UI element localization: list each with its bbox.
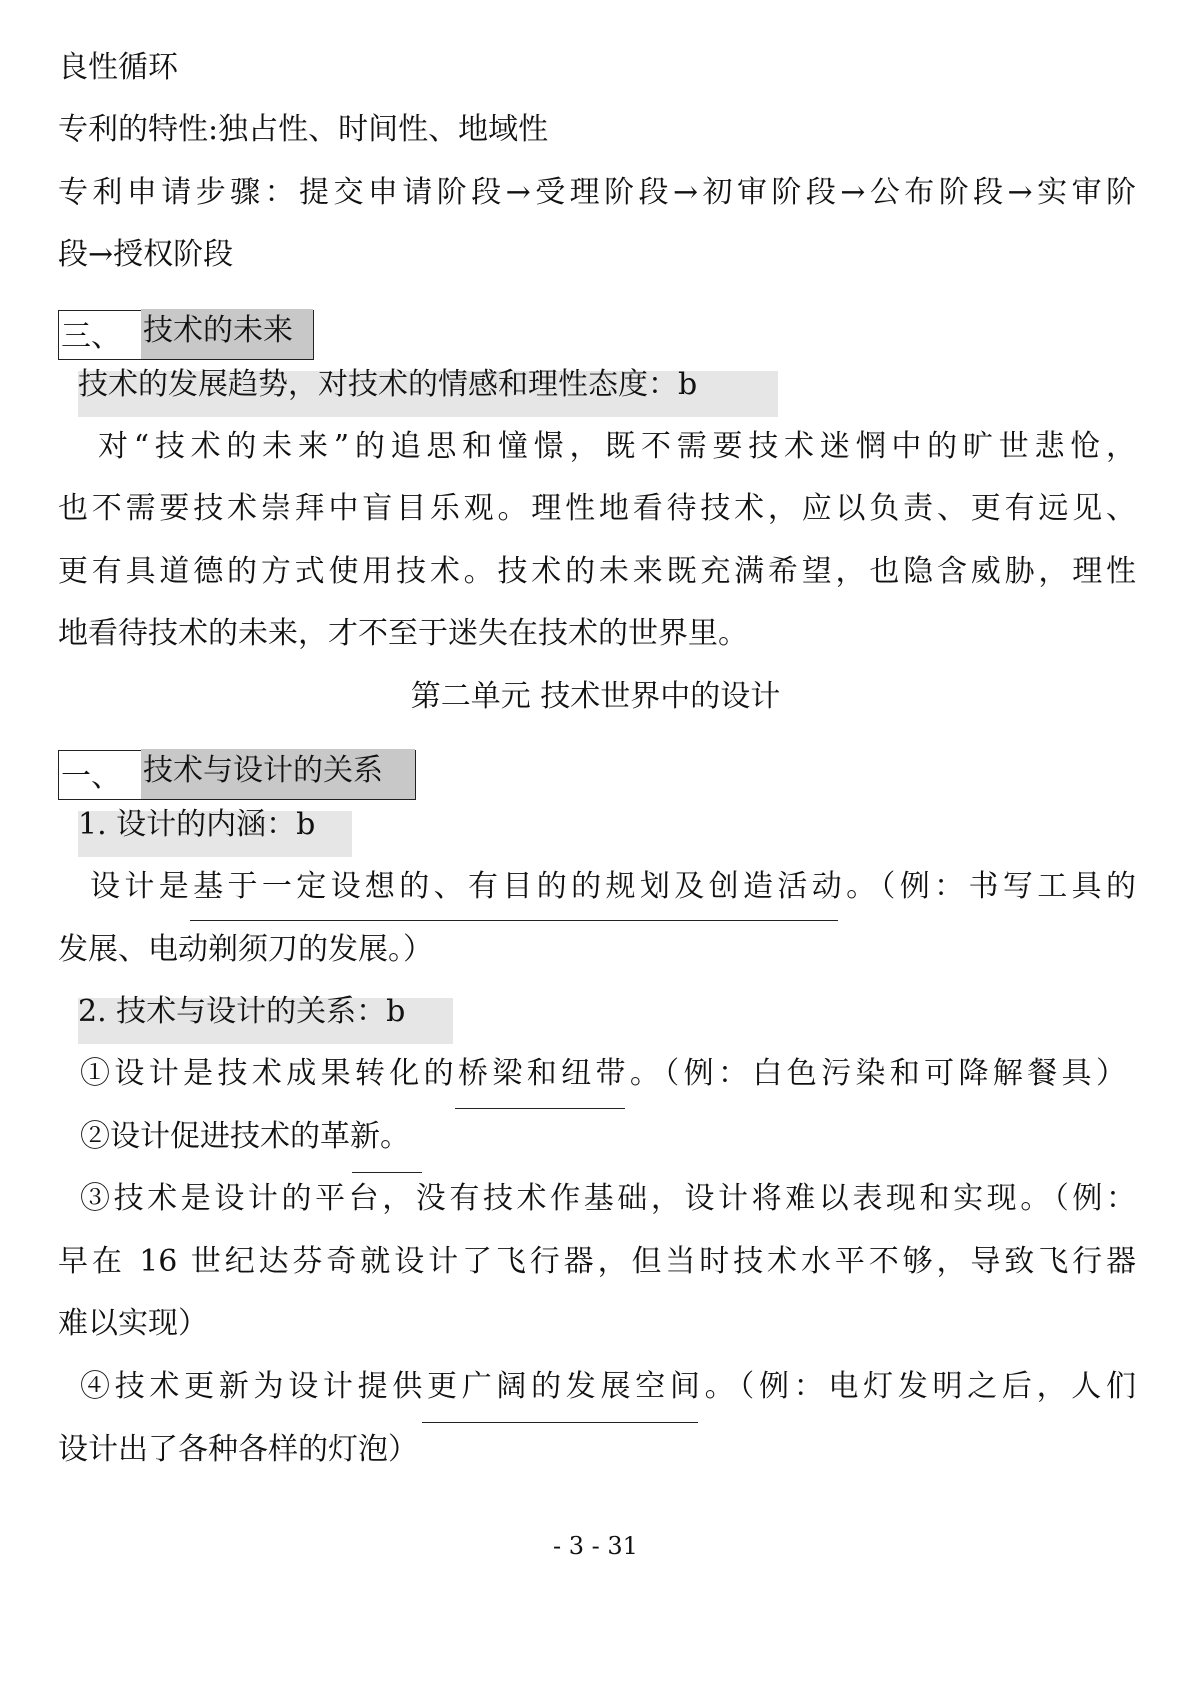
text-line: 设计是基于一定设想的、有目的的规划及创造活动。（例：书写工具的 — [90, 869, 1136, 904]
text-line: 早在 16 世纪达芬奇就设计了飞行器，但当时技术水平不够，导致飞行器 — [58, 1244, 1136, 1279]
section-title: 技术的未来 — [141, 309, 313, 359]
text-line: 专利的特性:独占性、时间性、地域性 — [58, 112, 549, 147]
text-line: 设计出了各种各样的灯泡） — [58, 1432, 418, 1467]
text-line: 良性循环 — [58, 50, 178, 85]
subheading-text: 2. 技术与设计的关系：b — [78, 994, 406, 1029]
text-line: 对“技术的未来”的追思和憧憬，既不需要技术迷惘中的旷世悲怆， — [98, 429, 1136, 464]
section-title: 技术与设计的关系 — [141, 749, 415, 799]
underline — [190, 920, 838, 921]
subheading-text: 技术的发展趋势，对技术的情感和理性态度：b — [78, 367, 698, 402]
underline — [422, 1422, 698, 1423]
text-line: ②设计促进技术的革新。 — [80, 1119, 410, 1154]
section-heading-1 — [58, 750, 416, 800]
text-line: 发展、电动剃须刀的发展。） — [58, 932, 433, 967]
text-line: 段→授权阶段 — [58, 237, 234, 272]
subheading-highlighted — [78, 805, 352, 845]
text-line: 也不需要技术崇拜中盲目乐观。理性地看待技术，应以负责、更有远见、 — [58, 491, 1136, 526]
subheading-text: 1. 设计的内涵：b — [78, 807, 316, 842]
text-line: 地看待技术的未来，才不至于迷失在技术的世界里。 — [58, 616, 748, 651]
unit-title: 第二单元 技术世界中的设计 — [410, 679, 781, 714]
text-line: 难以实现） — [58, 1306, 208, 1341]
section-number: 三、 — [61, 319, 121, 354]
subheading-highlighted — [78, 992, 453, 1032]
text-line: ④技术更新为设计提供更广阔的发展空间。（例：电灯发明之后，人们 — [80, 1369, 1136, 1404]
text-line: ①设计是技术成果转化的桥梁和纽带。（例：白色污染和可降解餐具） — [80, 1056, 1126, 1091]
section-number: 一、 — [61, 759, 121, 794]
subheading-highlighted — [78, 365, 778, 405]
section-heading-3 — [58, 310, 314, 360]
page-number: - 3 - 31 — [553, 1532, 638, 1560]
underline — [455, 1108, 625, 1109]
underline — [352, 1172, 422, 1173]
text-line: ③技术是设计的平台，没有技术作基础，设计将难以表现和实现。（例： — [80, 1181, 1136, 1216]
text-line: 专利申请步骤：提交申请阶段→受理阶段→初审阶段→公布阶段→实审阶 — [58, 175, 1136, 210]
text-line: 更有具道德的方式使用技术。技术的未来既充满希望，也隐含威胁，理性 — [58, 554, 1136, 589]
